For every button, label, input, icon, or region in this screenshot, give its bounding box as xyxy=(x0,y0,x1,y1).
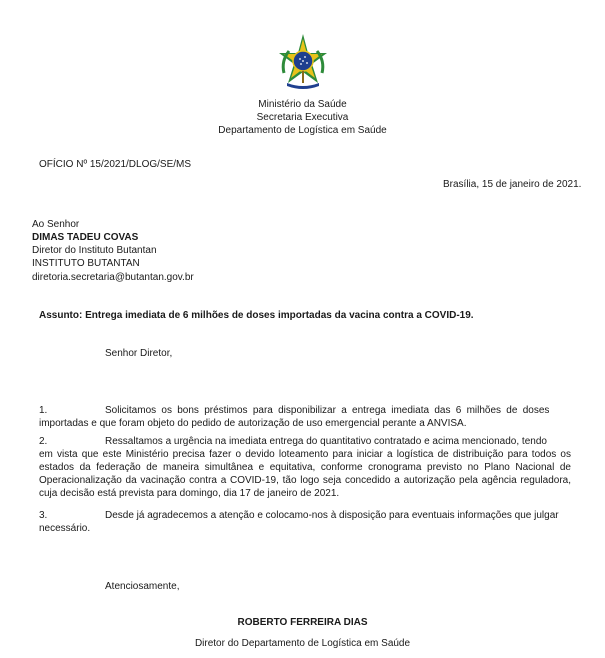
signature-name: ROBERTO FERREIRA DIAS xyxy=(237,617,368,628)
header-secretariat: Secretaria Executiva xyxy=(256,112,349,123)
recipient-institution: INSTITUTO BUTANTAN xyxy=(32,258,140,269)
paragraph-2-body: em vista que este Ministério precisa fazer o devido loteamento para iniciar a logística de distribuição para todos os estados da federação de maneira simultânea e equitativa, conforme cronograma previsto no Plano Nacional de Operacionalização da vacinação contra a COVID-19, tão logo seja concedido a autorização pela agência reguladora, cuja decisão está prevista para domingo, dia 17 de janeiro de 2021. xyxy=(39,449,571,499)
recipient-title: Diretor do Instituto Butantan xyxy=(32,245,157,256)
recipient-salutation: Ao Senhor xyxy=(32,219,80,230)
paragraph-1-first-line: Solicitamos os bons préstimos para disponibilizar a entrega imediata das 6 milhões de doses xyxy=(105,405,550,416)
paragraph-number: 3. xyxy=(39,510,48,521)
recipient-name: DIMAS TADEU COVAS xyxy=(32,232,139,243)
paragraph-1-body: importadas e que foram objeto do pedido de autorização de uso emergencial perante a ANVISA. xyxy=(39,418,467,429)
header-ministry: Ministério da Saúde xyxy=(258,99,347,110)
letter-reference: OFÍCIO Nº 15/2021/DLOG/SE/MS xyxy=(39,159,192,170)
paragraph-3-body: necessário. xyxy=(39,523,91,534)
letter-subject: Assunto: Entrega imediata de 6 milhões de doses importadas da vacina contra a COVID-19. xyxy=(39,310,474,321)
coat-of-arms-icon xyxy=(275,33,331,91)
letter-greeting: Senhor Diretor, xyxy=(105,348,173,359)
paragraph-2-first-line: Ressaltamos a urgência na imediata entrega do quantitativo contratado e acima mencionado, tendo xyxy=(105,436,547,447)
letter-closing: Atenciosamente, xyxy=(105,581,180,592)
paragraph-number: 1. xyxy=(39,405,48,416)
recipient-email: diretoria.secretaria@butantan.gov.br xyxy=(32,272,194,283)
paragraph-number: 2. xyxy=(39,436,48,447)
signature-title: Diretor do Departamento de Logística em Saúde xyxy=(194,638,411,649)
letter-date: Brasília, 15 de janeiro de 2021. xyxy=(443,179,582,190)
header-department: Departamento de Logística em Saúde xyxy=(218,125,387,136)
paragraph-3-first-line: Desde já agradecemos a atenção e colocamo-nos à disposição para eventuais informações que julgar xyxy=(105,510,559,521)
